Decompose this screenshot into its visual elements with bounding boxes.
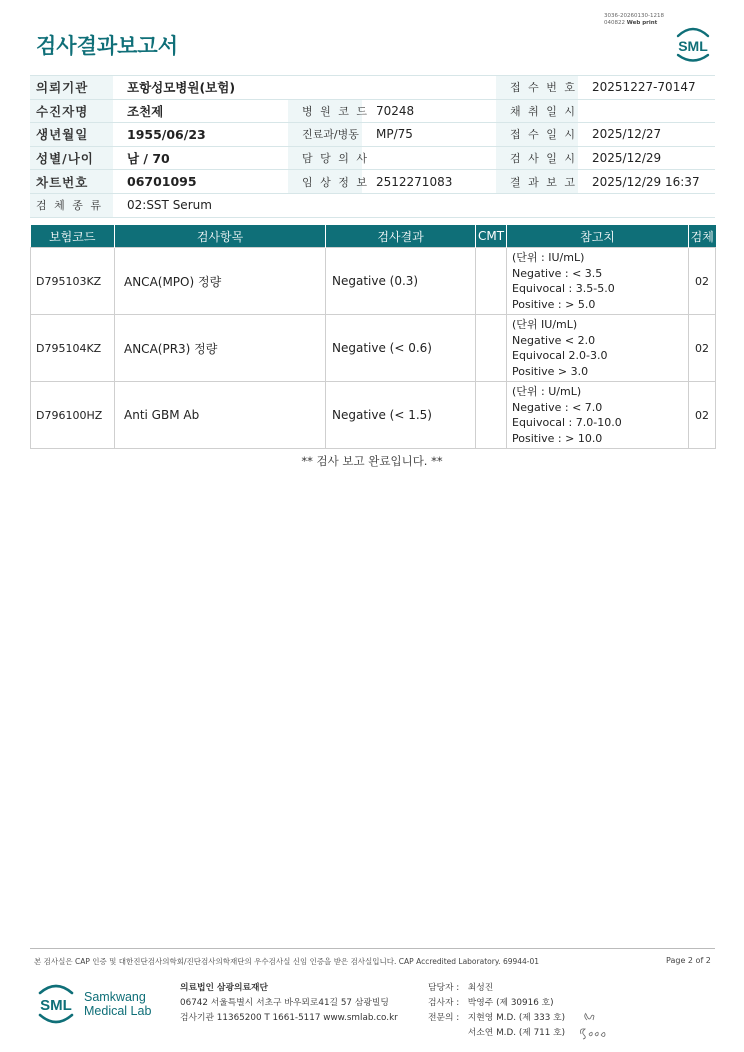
specimen-label: 검 체 종 류	[30, 193, 113, 217]
report-date-label: 결 과 보 고	[496, 170, 578, 194]
ref-line: Negative < 2.0	[512, 333, 596, 347]
institution-address: 06742 서울특별시 서초구 바우뫼로41길 57 삼광빌딩	[180, 998, 389, 1008]
row-code: D796100HZ	[31, 382, 115, 449]
ref-line: Negative : < 3.5	[512, 266, 603, 280]
patient-info-row	[30, 123, 715, 147]
ref-line: Equivocal : 3.5-5.0	[512, 282, 615, 295]
request-org-label: 의뢰기관	[30, 76, 113, 100]
sex-age-value: 남 / 70	[113, 146, 288, 170]
sml-logo-text: SML	[678, 38, 708, 54]
staff-label: 검사자 :	[428, 998, 460, 1008]
row-result: Negative (0.3)	[326, 248, 476, 315]
specimen-value: 02:SST Serum	[113, 193, 715, 217]
staff-value: 서소연 M.D. (제 711 호)	[467, 1028, 566, 1038]
patient-info-table	[30, 75, 715, 218]
request-org-value: 포항성모병원(보험)	[113, 76, 496, 100]
samkwang-logo-name2: Medical Lab	[84, 1004, 152, 1018]
patient-info-row	[30, 146, 715, 170]
ref-line: (단위 : U/mL)	[512, 385, 582, 398]
sex-age-label: 성별/나이	[30, 146, 113, 170]
print-code-line1: 3036-20260130-1218	[604, 13, 664, 19]
patient-info-row	[30, 193, 715, 217]
certification-note: 본 검사실은 CAP 인증 및 대한진단검사의학회/진단검사의학재단의 우수검사실 신임 인증을 받은 검사실입니다. CAP Accredited Laboratory. 69944-01	[34, 957, 540, 966]
row-cmt	[476, 315, 507, 382]
patient-info-row	[30, 76, 715, 100]
header-item: 검사항목	[115, 225, 326, 248]
samkwang-logo	[36, 980, 160, 1026]
print-code	[604, 13, 664, 27]
birth-label: 생년월일	[30, 123, 113, 147]
ref-line: Positive > 3.0	[512, 364, 589, 378]
collection-date-label: 채 취 일 시	[496, 99, 578, 123]
birth-value: 1955/06/23	[113, 123, 288, 147]
staff-label: 담당자 :	[428, 983, 460, 993]
footer-divider	[30, 948, 715, 949]
patient-info-row	[30, 170, 715, 194]
header-reference: 참고치	[507, 225, 689, 248]
patient-info-row	[30, 99, 715, 123]
receipt-no-value: 20251227-70147	[578, 76, 715, 100]
row-specimen: 02	[689, 315, 716, 382]
ref-line: (단위 : IU/mL)	[512, 251, 585, 264]
row-reference	[507, 382, 689, 449]
signature-icon	[577, 1008, 611, 1042]
samkwang-logo-mark: SML	[40, 997, 72, 1014]
row-result: Negative (< 0.6)	[326, 315, 476, 382]
header-code: 보험코드	[31, 225, 115, 248]
staff-label: 전문의 :	[428, 1013, 460, 1023]
ref-line: Equivocal : 7.0-10.0	[512, 416, 622, 429]
row-reference	[507, 315, 689, 382]
receipt-date-value: 2025/12/27	[578, 123, 715, 147]
institution-info	[180, 981, 398, 1026]
staff-value: 지현영 M.D. (제 333 호)	[467, 1013, 566, 1023]
table-row	[31, 382, 716, 449]
institution-contact: 검사기관 11365200 T 1661-5117 www.smlab.co.kr	[180, 1013, 398, 1023]
clinical-info-value: 2512271083	[362, 170, 496, 194]
row-cmt	[476, 382, 507, 449]
ref-line: Positive : > 10.0	[512, 431, 603, 445]
completion-note: ** 검사 보고 완료입니다. **	[301, 454, 443, 468]
hospital-code-value: 70248	[362, 99, 496, 123]
row-item: Anti GBM Ab	[115, 382, 326, 449]
row-specimen: 02	[689, 382, 716, 449]
results-table	[30, 225, 716, 449]
dept-label: 진료과/병동	[288, 123, 362, 147]
row-specimen: 02	[689, 248, 716, 315]
header-result: 검사결과	[326, 225, 476, 248]
print-code-line2: 040822	[604, 20, 625, 26]
chart-no-label: 차트번호	[30, 170, 113, 194]
test-date-value: 2025/12/29	[578, 146, 715, 170]
samkwang-logo-name1: Samkwang	[84, 990, 146, 1004]
table-row	[31, 248, 716, 315]
table-row	[31, 315, 716, 382]
page-number: Page 2 of 2	[666, 956, 711, 965]
staff-value: 박영주 (제 30916 호)	[467, 998, 554, 1008]
ref-line: Equivocal 2.0-3.0	[512, 349, 608, 362]
row-item: ANCA(PR3) 정량	[115, 315, 326, 382]
row-reference	[507, 248, 689, 315]
collection-date-value	[578, 99, 715, 123]
ref-line: (단위 IU/mL)	[512, 318, 578, 331]
row-item: ANCA(MPO) 정량	[115, 248, 326, 315]
header-cmt: CMT	[476, 225, 507, 248]
row-result: Negative (< 1.5)	[326, 382, 476, 449]
chart-no-value: 06701095	[113, 170, 288, 194]
report-date-value: 2025/12/29 16:37	[578, 170, 715, 194]
row-cmt	[476, 248, 507, 315]
test-date-label: 검 사 일 시	[496, 146, 578, 170]
row-code: D795104KZ	[31, 315, 115, 382]
sml-logo	[672, 24, 714, 64]
patient-name-value: 조천제	[113, 99, 288, 123]
row-code: D795103KZ	[31, 248, 115, 315]
print-tag: Web print	[626, 20, 658, 26]
ref-line: Positive : > 5.0	[512, 297, 596, 311]
receipt-date-label: 접 수 일 시	[496, 123, 578, 147]
hospital-code-label: 병 원 코 드	[288, 99, 362, 123]
patient-name-label: 수진자명	[30, 99, 113, 123]
receipt-no-label: 접 수 번 호	[496, 76, 578, 100]
doctor-value	[362, 146, 496, 170]
staff-value: 최성진	[467, 983, 494, 993]
header-specimen: 검체	[689, 225, 716, 248]
dept-value: MP/75	[362, 123, 496, 147]
staff-info	[428, 981, 565, 1041]
ref-line: Negative : < 7.0	[512, 400, 603, 414]
clinical-info-label: 임 상 정 보	[288, 170, 362, 194]
institution-name: 의료법인 삼광의료재단	[180, 983, 269, 993]
report-title: 검사결과보고서	[36, 34, 179, 58]
results-header-row	[31, 225, 716, 248]
doctor-label: 담 당 의 사	[288, 146, 362, 170]
